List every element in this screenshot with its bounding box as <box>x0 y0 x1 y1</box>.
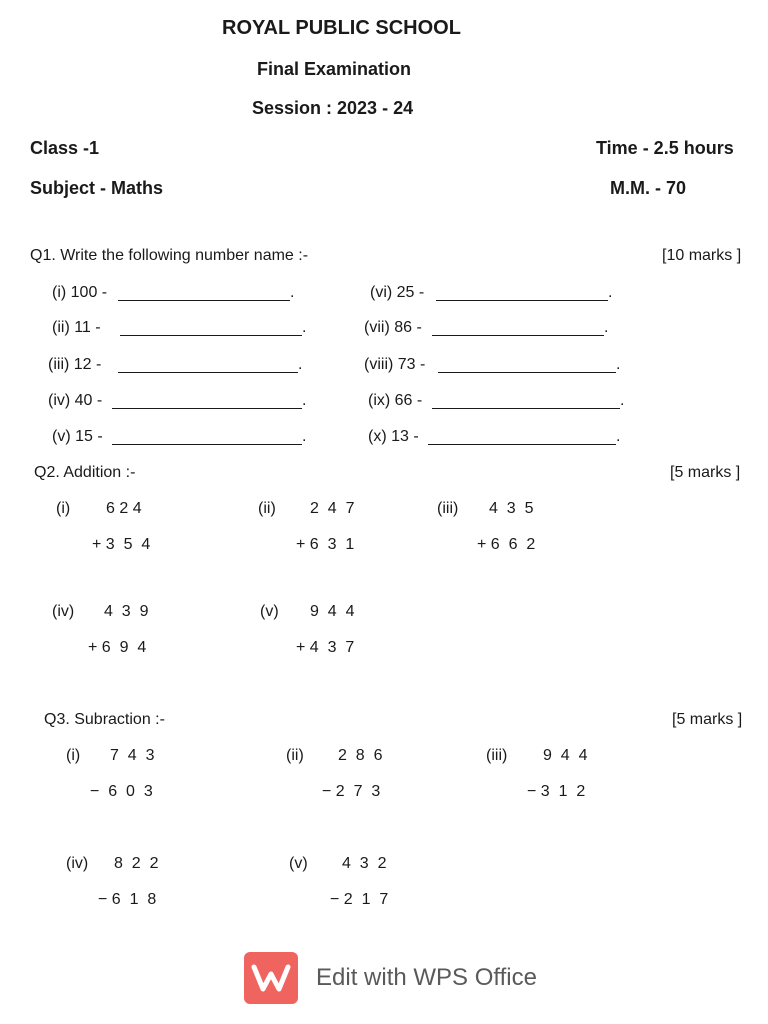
subject-label: Subject - Maths <box>30 178 164 198</box>
problem-bottom: − 3 1 2 <box>527 783 586 800</box>
problem-bottom: − 2 1 7 <box>330 891 389 908</box>
answer-line[interactable] <box>118 300 290 301</box>
q1-title: Q1. Write the following number name :- <box>30 247 309 264</box>
q1-item: (iv) 40 - <box>48 392 103 409</box>
problem-label: (v) <box>260 603 279 620</box>
answer-line[interactable] <box>428 444 616 445</box>
q1-item: (x) 13 - <box>368 428 419 445</box>
wps-edit-link[interactable]: Edit with WPS Office <box>316 964 537 991</box>
problem-bottom: + 6 3 1 <box>296 536 355 553</box>
problem-top: 4 3 5 <box>489 500 534 517</box>
problem-bottom: + 4 3 7 <box>296 639 355 656</box>
problem-top: 9 4 4 <box>310 603 355 620</box>
problem-top: 2 8 6 <box>338 747 383 764</box>
answer-line[interactable] <box>436 300 608 301</box>
q1-item: (vi) 25 - <box>370 284 425 301</box>
answer-line[interactable] <box>112 408 302 409</box>
problem-label: (ii) <box>258 500 276 517</box>
answer-line[interactable] <box>432 408 620 409</box>
q2-title: Q2. Addition :- <box>34 464 136 481</box>
problem-top: 8 2 2 <box>114 855 159 872</box>
answer-line[interactable] <box>432 335 604 336</box>
q2-marks: [5 marks ] <box>670 464 741 481</box>
q1-item: (ii) 11 - <box>52 319 101 336</box>
problem-bottom: + 6 6 2 <box>477 536 536 553</box>
q3-title: Q3. Subraction :- <box>44 711 165 728</box>
q1-item: (viii) 73 - <box>364 356 426 373</box>
q3-marks: [5 marks ] <box>672 711 743 728</box>
problem-label: (iii) <box>437 500 459 517</box>
problem-label: (iii) <box>486 747 508 764</box>
school-name: ROYAL PUBLIC SCHOOL <box>222 17 461 39</box>
period: . <box>616 428 621 445</box>
session: Session : 2023 - 24 <box>252 98 414 118</box>
period: . <box>608 284 613 301</box>
problem-label: (iv) <box>66 855 89 872</box>
problem-label: (ii) <box>286 747 304 764</box>
q1-item: (v) 15 - <box>52 428 103 445</box>
max-marks-label: M.M. - 70 <box>610 178 687 198</box>
period: . <box>616 356 621 373</box>
problem-bottom: − 6 0 3 <box>90 783 153 800</box>
answer-line[interactable] <box>118 372 298 373</box>
q1-item: (vii) 86 - <box>364 319 422 336</box>
q1-item: (i) 100 - <box>52 284 108 301</box>
wps-logo-icon[interactable] <box>244 952 298 1004</box>
period: . <box>302 428 307 445</box>
problem-top: 9 4 4 <box>543 747 588 764</box>
problem-bottom: − 6 1 8 <box>98 891 157 908</box>
problem-label: (iv) <box>52 603 75 620</box>
problem-label: (v) <box>289 855 308 872</box>
answer-line[interactable] <box>438 372 616 373</box>
problem-bottom: + 6 9 4 <box>88 639 147 656</box>
problem-top: 7 4 3 <box>110 747 155 764</box>
period: . <box>298 356 303 373</box>
q1-marks: [10 marks ] <box>662 247 742 264</box>
exam-title: Final Examination <box>257 59 412 79</box>
answer-line[interactable] <box>120 335 302 336</box>
problem-bottom: + 3 5 4 <box>92 536 151 553</box>
answer-line[interactable] <box>112 444 302 445</box>
problem-label: (i) <box>66 747 81 764</box>
period: . <box>302 319 307 336</box>
problem-top: 2 4 7 <box>310 500 355 517</box>
period: . <box>302 392 307 409</box>
time-label: Time - 2.5 hours <box>596 138 734 158</box>
period: . <box>620 392 625 409</box>
period: . <box>604 319 609 336</box>
class-label: Class -1 <box>30 138 100 158</box>
problem-top: 6 2 4 <box>106 500 142 517</box>
problem-top: 4 3 9 <box>104 603 149 620</box>
problem-top: 4 3 2 <box>342 855 387 872</box>
q1-item: (ix) 66 - <box>368 392 423 409</box>
q1-item: (iii) 12 - <box>48 356 102 373</box>
problem-bottom: − 2 7 3 <box>322 783 381 800</box>
period: . <box>290 284 295 301</box>
problem-label: (i) <box>56 500 71 517</box>
